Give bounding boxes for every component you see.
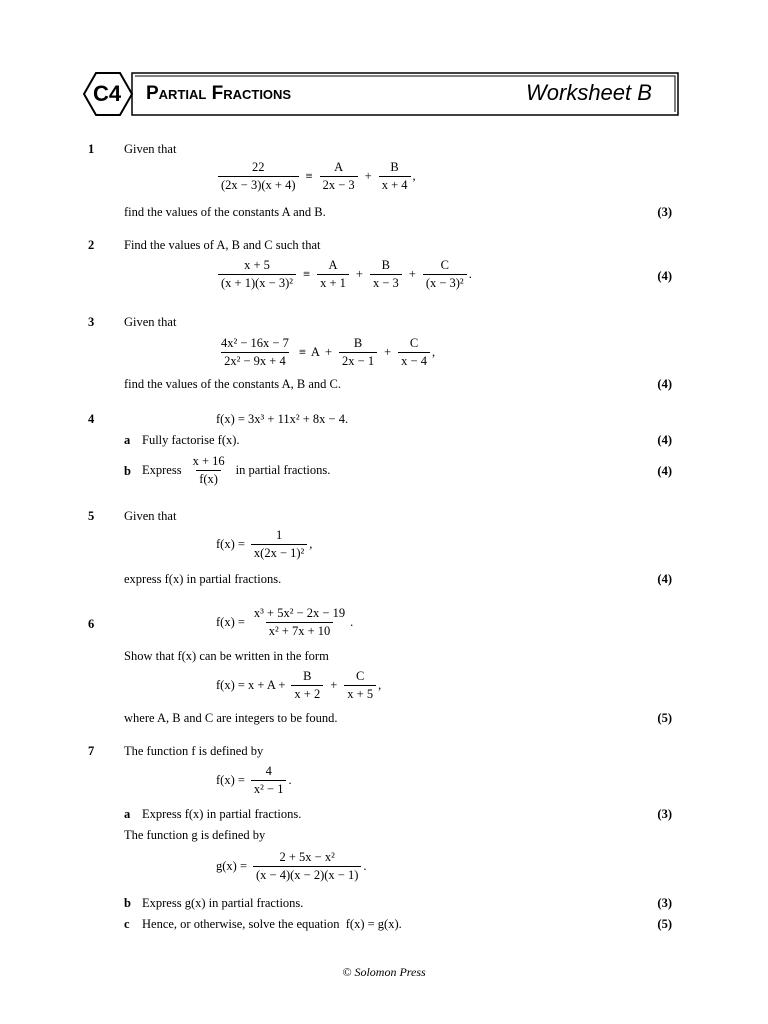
q4-equation: f(x) = 3x³ + 11x² + 8x − 4.	[216, 412, 349, 426]
q7a-label: a	[124, 807, 131, 821]
q2-number: 2	[88, 238, 95, 252]
q3-number: 3	[88, 315, 95, 329]
q7-g-equation: g(x) = $\frac{\text{2 + 5x − x²}}{(x - 4)(x - 2)(x - 1)}$ .	[216, 850, 367, 882]
q5-intro: Given that	[124, 509, 177, 523]
q6-equation: f(x) = $\frac{\text{x³ + 5x² − 2x − 19}}{\text{x² + 7x + 10}}$ .	[216, 606, 354, 638]
q1-number: 1	[88, 142, 95, 156]
q7b-label: b	[124, 896, 131, 910]
q6-outro: where A, B and C are integers to be found.	[124, 711, 338, 725]
q4b-label: b	[124, 464, 131, 478]
course-code: C4	[92, 81, 122, 106]
q4a-marks: (4)	[657, 433, 672, 447]
q6-form-equation: f(x) = x + A + $\frac{B}{x + 2}$ + $\frac{C}{x + 5}$ ,	[216, 669, 382, 701]
worksheet-title: Partial Fractions	[146, 83, 292, 104]
q4-number: 4	[88, 412, 95, 426]
q6-marks: (5)	[657, 711, 672, 725]
q2-marks: (4)	[657, 269, 672, 283]
q6-number: 6	[88, 617, 95, 631]
q4a-text: Fully factorise f(x).	[142, 433, 240, 447]
q3-equation: $\frac{\text{4x² − 16x − 7}}{\text{2x² − 9x + 4}}$ ≡ A + $\frac{B}{2x - 1}$ + $\frac{C}{x - 4}$ ,	[221, 336, 436, 368]
q4a-label: a	[124, 433, 131, 447]
q5-outro: express f(x) in partial fractions.	[124, 572, 282, 586]
q7-mid: The function g is defined by	[124, 828, 266, 842]
q6-intro: Show that f(x) can be written in the form	[124, 649, 329, 663]
q1-equation: $\frac{22}{(2x - 3)(x + 4)}$ ≡ $\frac{A}{2x - 3}$ + $\frac{B}{x + 4}$ ,	[216, 160, 416, 193]
q4b-marks: (4)	[657, 464, 672, 478]
q7c-label: c	[124, 917, 130, 931]
q1-marks: (3)	[657, 205, 672, 219]
q1-intro: Given that	[124, 142, 177, 156]
worksheet-label: Worksheet B	[526, 80, 652, 105]
q7a-marks: (3)	[657, 807, 672, 821]
q3-intro: Given that	[124, 315, 177, 329]
q7-f-equation: f(x) = $\frac{4}{\text{x² − 1}}$ .	[216, 764, 292, 796]
footer-copyright: © Solomon Press	[342, 965, 426, 979]
q7c-text: Hence, or otherwise, solve the equation f(x) = g(x).	[142, 917, 402, 931]
q4b-text: Express $\frac{x + 16}{f(x)}$ in partial fractions.	[142, 454, 331, 486]
q7b-text: Express g(x) in partial fractions.	[142, 896, 304, 910]
q7c-marks: (5)	[657, 917, 672, 931]
q2-equation: $\frac{x + 5}{\text{(x + 1)(x − 3)²}}$ ≡ $\frac{A}{x + 1}$ + $\frac{B}{x - 3}$ + $\frac{C}{\text{(x − 3)²}}$ .	[216, 258, 472, 291]
q7-intro: The function f is defined by	[124, 744, 264, 758]
q5-equation: f(x) = $\frac{1}{\text{x(2x − 1)²}}$ ,	[216, 528, 313, 560]
q3-marks: (4)	[657, 377, 672, 391]
q7a-text: Express f(x) in partial fractions.	[142, 807, 302, 821]
q5-number: 5	[88, 509, 95, 523]
q5-marks: (4)	[657, 572, 672, 586]
q2-intro: Find the values of A, B and C such that	[124, 238, 321, 252]
q7-number: 7	[88, 744, 95, 758]
q7b-marks: (3)	[657, 896, 672, 910]
q1-outro: find the values of the constants A and B.	[124, 205, 326, 219]
q3-outro: find the values of the constants A, B and C.	[124, 377, 341, 391]
